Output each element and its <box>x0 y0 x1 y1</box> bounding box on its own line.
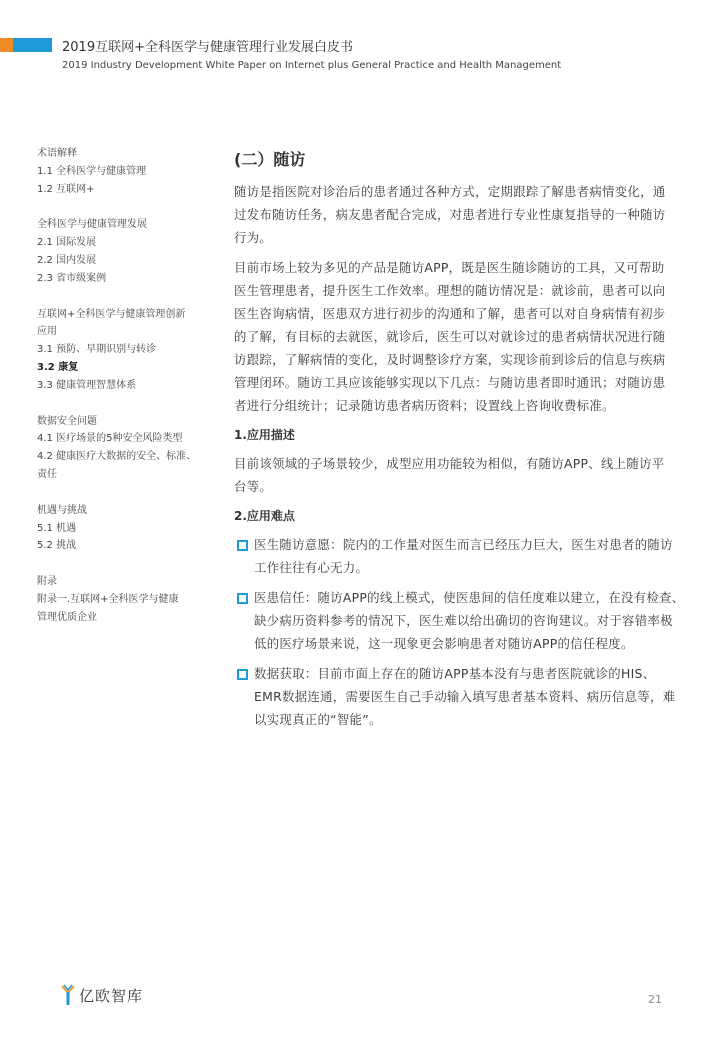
square-bullet-icon <box>237 669 248 680</box>
text-line: 访跟踪，了解病情的变化，及时调整诊疗方案，实现诊前到诊后的信息与疾病 <box>234 352 666 367</box>
subsection-difficulties-heading: 2.应用难点 <box>234 509 295 523</box>
toc-spacer <box>37 484 222 502</box>
toc-spacer <box>37 288 222 306</box>
logo-icon <box>60 984 76 1006</box>
toc-item[interactable]: 应用 <box>37 326 57 338</box>
text-line: 工作往往有心无力。 <box>254 560 369 575</box>
text-line: EMR数据连通，需要医生自己手动输入填写患者基本资料、病历信息等，难 <box>254 689 676 704</box>
toc-item[interactable]: 附录一.互联网+全科医学与健康 <box>37 593 179 605</box>
page-number: 21 <box>648 993 662 1006</box>
paragraph-description <box>234 452 664 498</box>
main-content <box>234 148 685 738</box>
text-line: 低的医疗场景来说，这一现象更会影响患者对随访APP的信任程度。 <box>254 636 634 651</box>
toc-item[interactable]: 5.2 挑战 <box>37 540 77 552</box>
toc-item[interactable]: 3.2 康复 <box>37 361 79 373</box>
toc-item[interactable]: 术语解释 <box>37 148 77 159</box>
toc-item[interactable]: 4.1 医疗场景的5种安全风险类型 <box>37 433 183 445</box>
table-of-contents <box>37 145 222 627</box>
document-title: 2019互联网+全科医学与健康管理行业发展白皮书 <box>62 40 353 55</box>
toc-item[interactable]: 3.1 预防、早期识别与转诊 <box>37 344 157 356</box>
toc-item[interactable]: 2.1 国际发展 <box>37 237 97 249</box>
text-line: 行为。 <box>234 230 273 245</box>
text-line: 医生管理患者，提升医生工作效率。理想的随访情况是：就诊前，患者可以向 <box>234 283 666 298</box>
toc-item[interactable]: 管理优质企业 <box>37 611 97 623</box>
toc-item[interactable]: 责任 <box>37 468 57 480</box>
text-line: 以实现真正的“智能”。 <box>254 712 382 727</box>
text-line: 数据获取：目前市面上存在的随访APP基本没有与患者医院就诊的HIS、 <box>254 666 656 681</box>
toc-spacer <box>37 555 222 573</box>
bullet-item <box>234 662 676 731</box>
square-bullet-icon <box>237 540 248 551</box>
text-line: 医生咨询病情，医患双方进行初步的沟通和了解，患者可以对自身病情有初步 <box>234 306 666 321</box>
toc-item[interactable]: 数据安全问题 <box>37 415 97 427</box>
toc-spacer <box>37 395 222 413</box>
toc-item[interactable]: 5.1 机遇 <box>37 522 77 534</box>
toc-item[interactable]: 互联网+全科医学与健康管理创新 <box>37 308 186 320</box>
yiou-logo <box>60 984 143 1006</box>
text-line: 目前该领域的子场景较少，成型应用功能较为相似，有随访APP、线上随访平 <box>234 456 665 471</box>
toc-item[interactable]: 1.2 互联网+ <box>37 183 95 195</box>
text-line: 的了解，有目标的去就医，就诊后，医生可以对就诊过的患者病情状况进行随 <box>234 329 666 344</box>
toc-item[interactable]: 全科医学与健康管理发展 <box>37 219 147 231</box>
paragraph-market <box>234 256 664 417</box>
header-blue-block <box>13 38 52 52</box>
toc-item[interactable]: 2.3 省市级案例 <box>37 272 107 284</box>
toc-item[interactable]: 1.1 全科医学与健康管理 <box>37 165 147 177</box>
text-line: 目前市场上较为多见的产品是随访APP，既是医生随诊随访的工具，又可帮助 <box>234 260 665 275</box>
header-orange-block <box>0 38 13 52</box>
text-line: 过发布随访任务，病友患者配合完成，对患者进行专业性康复指导的一种随访 <box>234 207 666 222</box>
text-line: 缺少病历资料参考的情况下，医生难以给出确切的咨询建议。对于容错率极 <box>254 613 673 628</box>
text-line: 管理闭环。随访工具应该能够实现以下几点：与随访患者即时通讯；对随访患 <box>234 375 666 390</box>
subsection-description-heading: 1.应用描述 <box>234 428 295 442</box>
text-line: 者进行分组统计；记录随访患者病历资料；设置线上咨询收费标准。 <box>234 398 615 413</box>
text-line: 台等。 <box>234 479 273 494</box>
text-line: 医患信任：随访APP的线上模式，使医患间的信任度难以建立，在没有检查、 <box>254 590 685 605</box>
logo-text: 亿欧智库 <box>79 986 144 1005</box>
toc-item[interactable]: 机遇与挑战 <box>37 504 87 516</box>
section-title: (二）随访 <box>234 150 306 169</box>
bullet-item <box>234 586 685 655</box>
document-subtitle: 2019 Industry Development White Paper on Internet plus General Practice and Health Management <box>62 60 562 71</box>
text-line: 随访是指医院对诊治后的患者通过各种方式，定期跟踪了解患者病情变化，通 <box>234 184 666 199</box>
toc-item[interactable]: 3.3 健康管理智慧体系 <box>37 379 137 391</box>
text-line: 医生随访意愿：院内的工作量对医生而言已经压力巨大，医生对患者的随访 <box>254 537 673 552</box>
difficulty-list <box>234 533 685 731</box>
square-bullet-icon <box>237 593 248 604</box>
toc-spacer <box>37 198 222 216</box>
toc-item[interactable]: 2.2 国内发展 <box>37 254 97 266</box>
paragraph-definition <box>234 180 664 249</box>
toc-item[interactable]: 附录 <box>37 576 57 588</box>
bullet-item <box>234 533 673 579</box>
toc-item[interactable]: 4.2 健康医疗大数据的安全、标准、 <box>37 451 197 463</box>
